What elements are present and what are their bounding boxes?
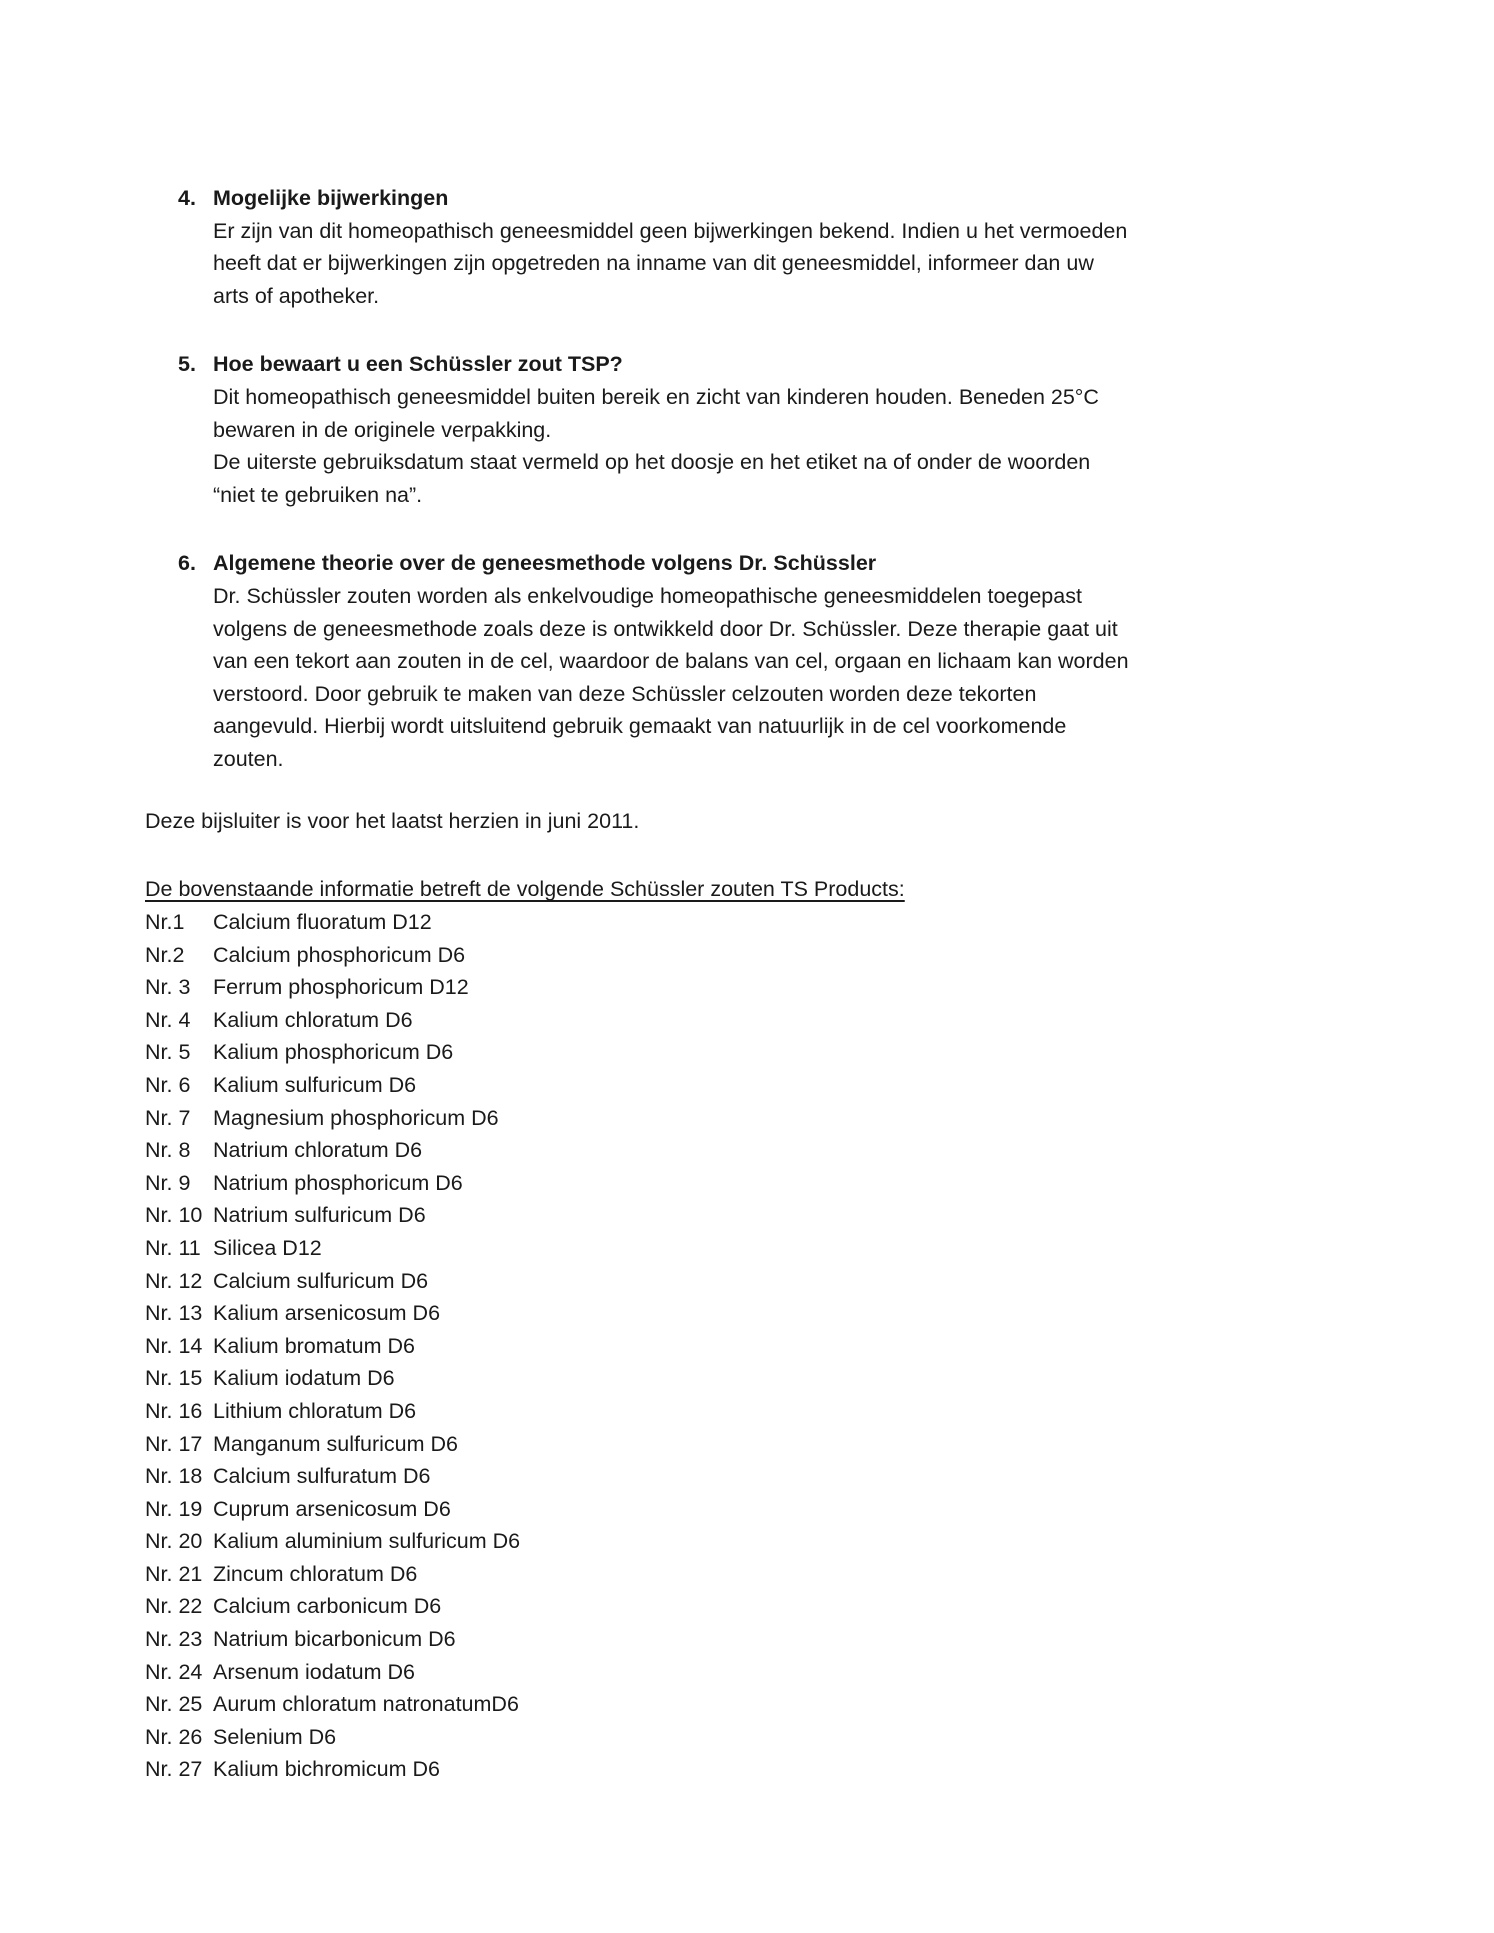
salt-number: Nr. 5 bbox=[145, 1040, 191, 1065]
salt-name: Kalium bichromicum D6 bbox=[213, 1757, 441, 1782]
section-heading bbox=[178, 547, 1129, 580]
salt-name: Selenium D6 bbox=[213, 1724, 337, 1749]
section-number: 5. bbox=[178, 352, 196, 377]
section-text-line: De uiterste gebruiksdatum staat vermeld op het doosje en het etiket na of onder de woorden bbox=[213, 450, 1091, 475]
salt-list-item bbox=[145, 1330, 520, 1363]
salt-name: Calcium phosphoricum D6 bbox=[213, 942, 466, 967]
section-text-line: Er zijn van dit homeopathisch geneesmiddel geen bijwerkingen bekend. Indien u het vermoeden bbox=[213, 218, 1128, 243]
salt-list-item bbox=[145, 1525, 520, 1558]
section-body bbox=[213, 215, 1129, 313]
salt-name: Calcium sulfuratum D6 bbox=[213, 1464, 431, 1489]
section-text-line: bewaren in de originele verpakking. bbox=[213, 417, 552, 442]
section-6 bbox=[178, 547, 1129, 775]
salt-number: Nr. 3 bbox=[145, 975, 191, 1000]
salt-list-heading: De bovenstaande informatie betreft de volgende Schüssler zouten TS Products: bbox=[145, 877, 905, 901]
salt-list-item bbox=[145, 1558, 520, 1591]
salt-list-item bbox=[145, 971, 520, 1004]
salt-number: Nr. 16 bbox=[145, 1398, 203, 1423]
section-text-line: aangevuld. Hierbij wordt uitsluitend gebruik gemaakt van natuurlijk in de cel voorkomende bbox=[213, 714, 1067, 739]
section-text-line: Dit homeopathisch geneesmiddel buiten bereik en zicht van kinderen houden. Beneden 25°C bbox=[213, 384, 1099, 409]
salt-number: Nr. 9 bbox=[145, 1170, 191, 1195]
salt-name: Lithium chloratum D6 bbox=[213, 1398, 417, 1423]
section-text-line: Dr. Schüssler zouten worden als enkelvoudige homeopathische geneesmiddelen toegepast bbox=[213, 583, 1082, 608]
salt-list-item bbox=[145, 1004, 520, 1037]
section-title: Algemene theorie over de geneesmethode volgens Dr. Schüssler bbox=[213, 551, 877, 576]
salt-number: Nr. 24 bbox=[145, 1659, 203, 1684]
section-heading bbox=[178, 348, 1129, 381]
salt-number: Nr. 23 bbox=[145, 1627, 203, 1652]
salt-name: Kalium bromatum D6 bbox=[213, 1333, 415, 1358]
section-text-line: arts of apotheker. bbox=[213, 283, 380, 308]
salt-number: Nr. 7 bbox=[145, 1105, 191, 1130]
salt-name: Aurum chloratum natronatumD6 bbox=[213, 1692, 519, 1717]
salt-number: Nr. 15 bbox=[145, 1366, 203, 1391]
section-4 bbox=[178, 182, 1129, 312]
salt-list-item bbox=[145, 1721, 520, 1754]
salt-list-item bbox=[145, 1134, 520, 1167]
salt-number: Nr. 27 bbox=[145, 1757, 203, 1782]
salt-name: Kalium chloratum D6 bbox=[213, 1007, 413, 1032]
salt-number: Nr. 8 bbox=[145, 1138, 191, 1163]
section-5 bbox=[178, 348, 1129, 511]
numbered-sections bbox=[178, 182, 1129, 812]
section-body bbox=[213, 381, 1129, 511]
section-text-line: heeft dat er bijwerkingen zijn opgetreden na inname van dit geneesmiddel, informeer dan uw bbox=[213, 251, 1094, 276]
section-title: Hoe bewaart u een Schüssler zout TSP? bbox=[213, 352, 623, 377]
salt-number: Nr. 26 bbox=[145, 1724, 203, 1749]
section-heading bbox=[178, 182, 1129, 215]
salt-name: Cuprum arsenicosum D6 bbox=[213, 1496, 451, 1521]
salt-name: Zincum chloratum D6 bbox=[213, 1561, 418, 1586]
section-text-line: volgens de geneesmethode zoals deze is ontwikkeld door Dr. Schüssler. Deze therapie gaat uit bbox=[213, 616, 1118, 641]
section-number: 4. bbox=[178, 186, 196, 210]
salt-number: Nr. 12 bbox=[145, 1268, 203, 1293]
salt-list-item bbox=[145, 1199, 520, 1232]
salt-list-item bbox=[145, 1395, 520, 1428]
salt-list-item bbox=[145, 1428, 520, 1461]
salt-list bbox=[145, 906, 520, 1786]
salt-list-item bbox=[145, 1036, 520, 1069]
salt-number: Nr. 10 bbox=[145, 1203, 203, 1228]
salt-name: Calcium carbonicum D6 bbox=[213, 1594, 442, 1619]
salt-list-item bbox=[145, 1623, 520, 1656]
salt-number: Nr. 4 bbox=[145, 1007, 191, 1032]
salt-name: Manganum sulfuricum D6 bbox=[213, 1431, 458, 1456]
salt-list-item bbox=[145, 1493, 520, 1526]
salt-name: Kalium iodatum D6 bbox=[213, 1366, 395, 1391]
salt-number: Nr. 19 bbox=[145, 1496, 203, 1521]
section-text-line: zouten. bbox=[213, 746, 284, 771]
section-number: 6. bbox=[178, 551, 196, 576]
salt-list-item bbox=[145, 1232, 520, 1265]
salt-name: Arsenum iodatum D6 bbox=[213, 1659, 415, 1684]
section-text-line: van een tekort aan zouten in de cel, waardoor de balans van cel, orgaan en lichaam kan worden bbox=[213, 649, 1129, 674]
salt-number: Nr. 22 bbox=[145, 1594, 203, 1619]
salt-name: Kalium sulfuricum D6 bbox=[213, 1072, 417, 1097]
salt-list-item bbox=[145, 1688, 520, 1721]
section-text-line: verstoord. Door gebruik te maken van deze Schüssler celzouten worden deze tekorten bbox=[213, 681, 1037, 706]
section-title: Mogelijke bijwerkingen bbox=[213, 186, 449, 210]
salt-number: Nr. 25 bbox=[145, 1692, 203, 1717]
salt-name: Natrium bicarbonicum D6 bbox=[213, 1627, 456, 1652]
salt-name: Magnesium phosphoricum D6 bbox=[213, 1105, 499, 1130]
section-body bbox=[213, 580, 1129, 776]
salt-list-item bbox=[145, 939, 520, 972]
salt-list-item bbox=[145, 1656, 520, 1689]
salt-number: Nr.2 bbox=[145, 942, 185, 967]
salt-list-item bbox=[145, 1753, 520, 1786]
salt-name: Natrium phosphoricum D6 bbox=[213, 1170, 463, 1195]
salt-list-item bbox=[145, 1297, 520, 1330]
salt-number: Nr. 11 bbox=[145, 1235, 201, 1260]
salt-number: Nr. 17 bbox=[145, 1431, 203, 1456]
salt-list-item bbox=[145, 1362, 520, 1395]
revision-note: Deze bijsluiter is voor het laatst herzien in juni 2011. bbox=[145, 809, 640, 833]
salt-list-item bbox=[145, 1069, 520, 1102]
salt-number: Nr. 20 bbox=[145, 1529, 203, 1554]
salt-number: Nr. 18 bbox=[145, 1464, 203, 1489]
section-text-line: “niet te gebruiken na”. bbox=[213, 482, 423, 507]
salt-name: Kalium arsenicosum D6 bbox=[213, 1301, 441, 1326]
salt-number: Nr. 14 bbox=[145, 1333, 203, 1358]
salt-list-item bbox=[145, 1460, 520, 1493]
salt-number: Nr. 21 bbox=[145, 1561, 203, 1586]
salt-name: Kalium phosphoricum D6 bbox=[213, 1040, 454, 1065]
salt-name: Calcium sulfuricum D6 bbox=[213, 1268, 429, 1293]
salt-list-item bbox=[145, 1590, 520, 1623]
salt-name: Silicea D12 bbox=[213, 1235, 322, 1260]
salt-name: Kalium aluminium sulfuricum D6 bbox=[213, 1529, 521, 1554]
salt-number: Nr.1 bbox=[145, 910, 185, 934]
salt-name: Natrium sulfuricum D6 bbox=[213, 1203, 426, 1228]
salt-name: Natrium chloratum D6 bbox=[213, 1138, 423, 1163]
salt-list-item bbox=[145, 1167, 520, 1200]
salt-list-item bbox=[145, 1265, 520, 1298]
salt-number: Nr. 6 bbox=[145, 1072, 191, 1097]
salt-list-item bbox=[145, 1102, 520, 1135]
salt-number: Nr. 13 bbox=[145, 1301, 203, 1326]
salt-name: Ferrum phosphoricum D12 bbox=[213, 975, 469, 1000]
salt-name: Calcium fluoratum D12 bbox=[213, 910, 432, 934]
salt-list-item bbox=[145, 906, 520, 939]
